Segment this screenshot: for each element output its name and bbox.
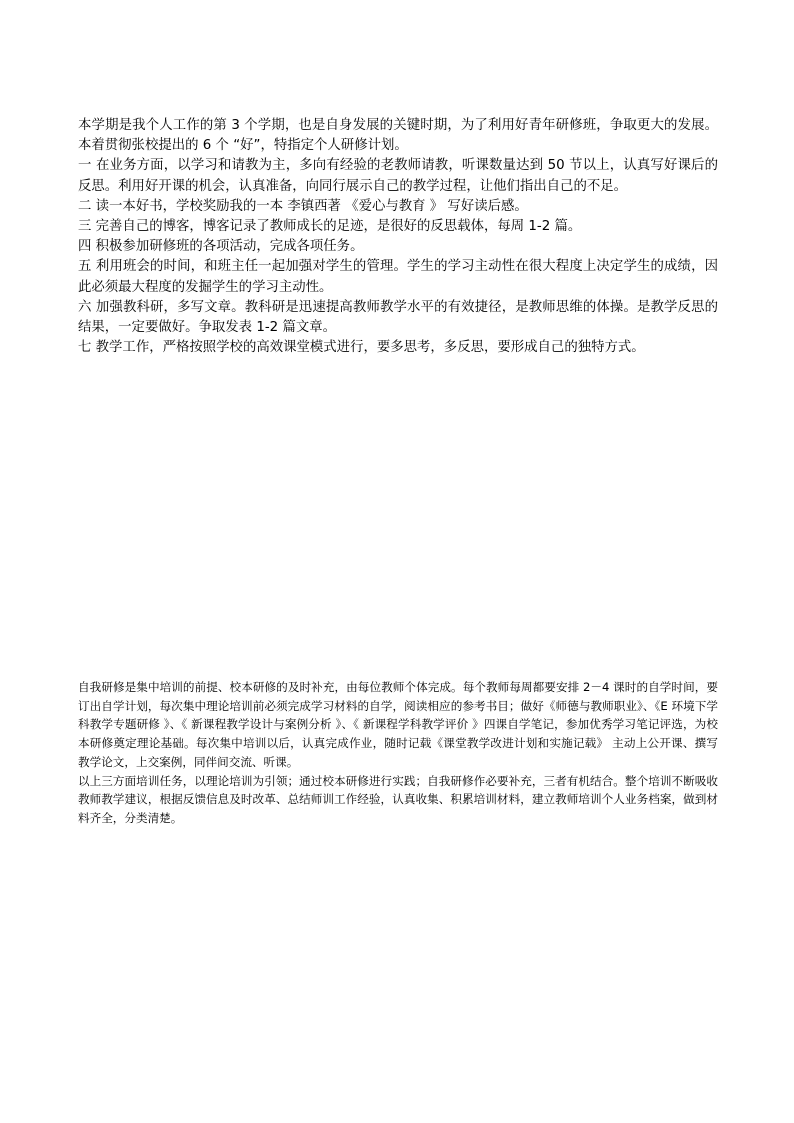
plan-item-2: 二 读一本好书，学校奖励我的一本 李镇西著 《爱心与教育 》 写好读后感。 [78,198,528,214]
plan-item-4: 四 积极参加研修班的各项活动，完成各项任务。 [78,239,364,255]
plan-item-1: 一 在业务方面，以学习和请教为主，多向有经验的老教师请教，听课数量达到 50 节以上，认真写好课后的反思。利用好开课的机会，认真准备，向同行展示自己的教学过程，让他们指出自己的不足。 [78,158,718,194]
personal-plan-section [78,116,718,358]
plan-intro-paragraph: 本学期是我个人工作的第 3 个学期，也是自身发展的关键时期，为了利用好青年研修班，争取更大的发展。本着贯彻张校提出的 6 个 “好”，特指定个人研修计划。 [78,118,718,154]
self-study-paragraph: 自我研修是集中培训的前提、校本研修的及时补充，由每位教师个体完成。每个教师每周都要安排 2－4 课时的自学时间，要订出自学计划，每次集中理论培训前必须完成学习材料的自学，阅读相应的参考书目；做好《师德与教师职业》、《E 环境下学科教学专题研修 》、《 新课程教学设计与案例分析 》、《 新课程学科教学评价 》四课自学笔记，参加优秀学习笔记评选，为校本研修奠定理论基础。每次集中培训以后，认真完成作业，随时记载《课堂教学改进计划和实施记载》 主动上公开课、撰写教学论文，上交案例，同伴间交流、听课。 [78,680,718,769]
plan-item-5: 五 利用班会的时间，和班主任一起加强对学生的管理。学生的学习主动性在很大程度上决定学生的成绩，因此必须最大程度的发掘学生的学习主动性。 [78,259,718,295]
plan-item-7: 七 教学工作，严格按照学校的高效课堂模式进行，要多思考，多反思，要形成自己的独特方式。 [78,340,645,356]
plan-item-3: 三 完善自己的博客，博客记录了教师成长的足迹，是很好的反思载体，每周 1-2 篇。 [78,219,582,235]
summary-paragraph: 以上三方面培训任务，以理论培训为引领；通过校本研修进行实践；自我研修作必要补充，三者有机结合。整个培训不断吸收教师教学建议，根据反馈信息及时改革、总结师训工作经验，认真收集、积累培训材料，建立教师培训个人业务档案，做到材料齐全，分类清楚。 [78,773,718,825]
self-study-section [78,678,718,828]
plan-item-6: 六 加强教科研，多写文章。教科研是迅速提高教师教学水平的有效捷径，是教师思维的体操。是教学反思的结果，一定要做好。争取发表 1-2 篇文章。 [78,299,718,336]
